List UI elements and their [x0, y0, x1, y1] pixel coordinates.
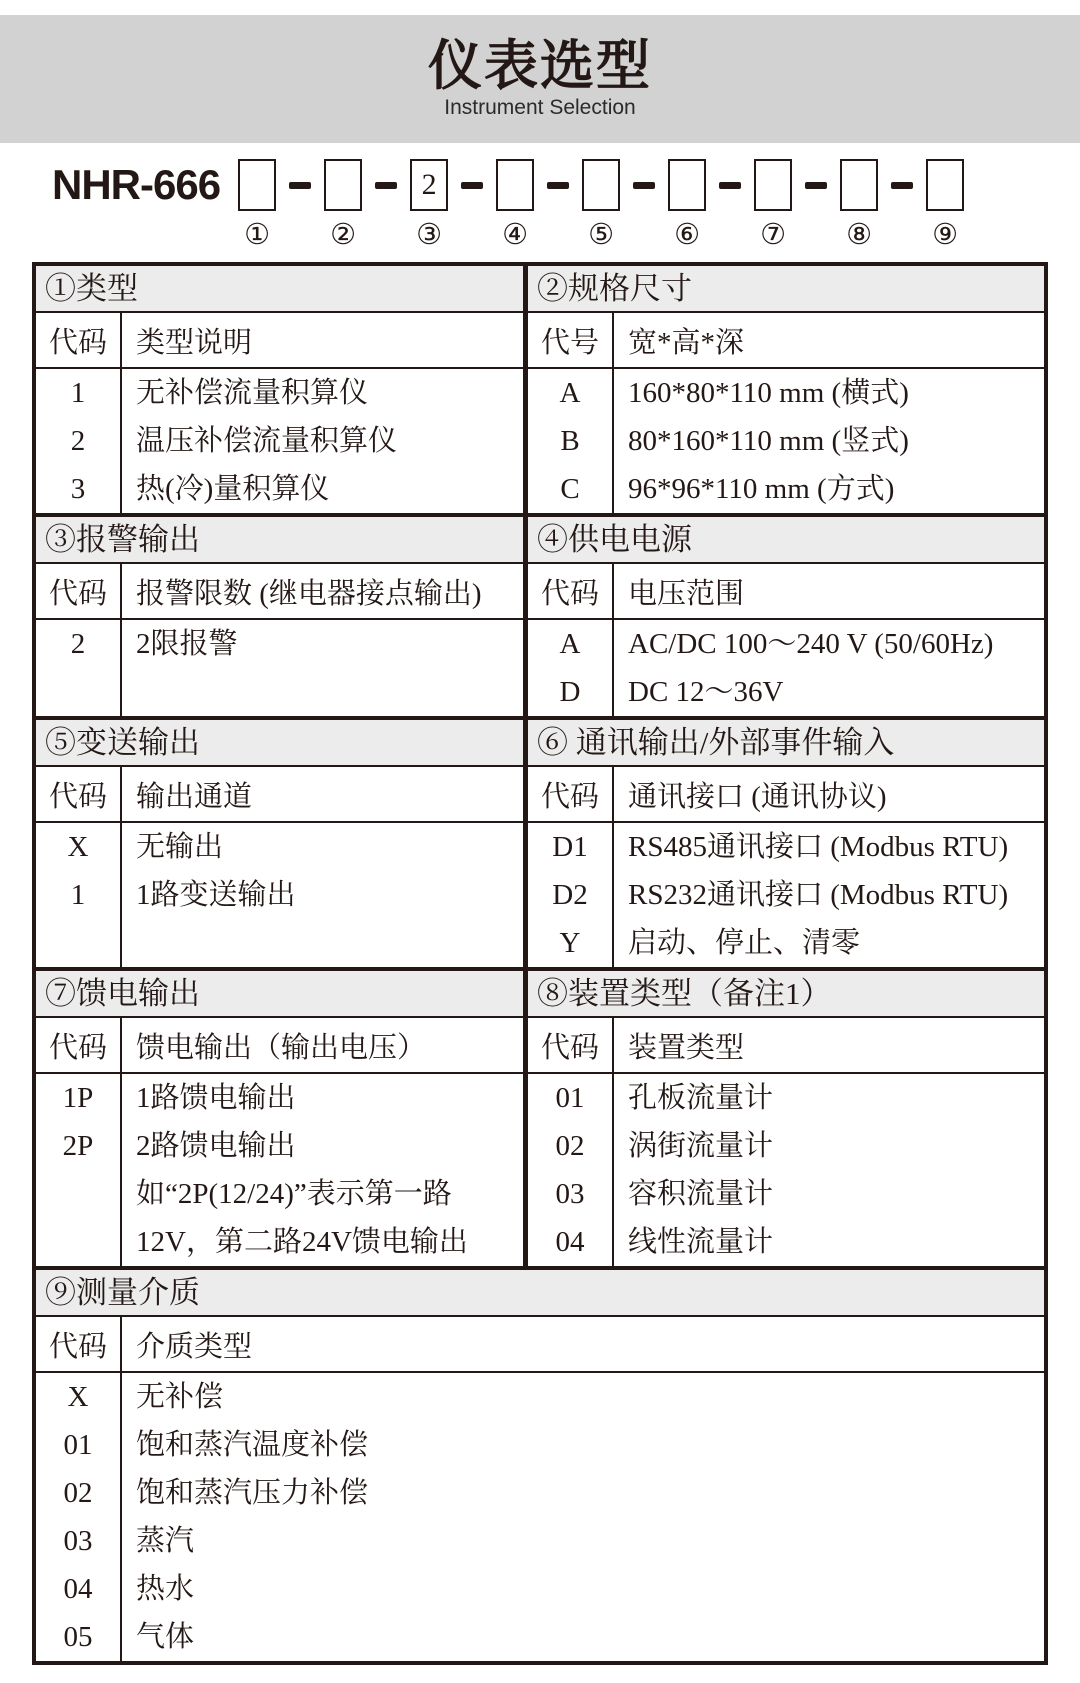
section-4-body	[528, 620, 1044, 716]
model-position-label-6: ⑥	[674, 219, 701, 251]
desc-column	[122, 1074, 523, 1266]
dash-separator	[805, 182, 827, 189]
desc-column	[122, 1373, 1044, 1661]
section-6-column-header	[528, 767, 1044, 823]
section-4-power-supply	[523, 517, 1044, 716]
section-8-body	[528, 1074, 1044, 1266]
model-code-box-2	[324, 159, 362, 211]
section-4-column-header	[528, 564, 1044, 620]
page-title: 仪表选型	[428, 35, 652, 96]
model-position-label-5: ⑤	[588, 219, 615, 251]
desc-column	[122, 620, 523, 716]
section-8-header: ⑧装置类型（备注1）	[528, 971, 1044, 1018]
desc-column-header: 介质类型	[136, 1330, 253, 1363]
code-cell	[36, 1170, 120, 1218]
section-pair-1-2	[36, 266, 1044, 513]
model-code-box-9	[926, 159, 964, 211]
code-cell: D1	[552, 831, 588, 863]
code-cell: D	[559, 676, 581, 708]
code-column	[528, 369, 614, 513]
section-1-body	[36, 369, 523, 513]
model-slot-2	[324, 159, 362, 250]
section-8-device-type	[523, 971, 1044, 1266]
section-2-column-header	[528, 313, 1044, 369]
dash-separator	[719, 182, 741, 189]
desc-cell: 容积流量计	[628, 1178, 774, 1210]
desc-column-header: 输出通道	[136, 780, 253, 813]
code-column-header: 代码	[36, 313, 122, 367]
model-code-box-5	[582, 159, 620, 211]
page-subtitle: Instrument Selection	[444, 96, 636, 120]
desc-cell: 如“2P(12/24)”表示第一路	[136, 1178, 452, 1210]
model-code-box-8	[840, 159, 878, 211]
section-pair-3-4	[36, 513, 1044, 716]
code-cell: 2	[70, 628, 86, 660]
model-code-row	[52, 159, 1080, 250]
model-position-label-9: ⑨	[932, 219, 959, 251]
code-column-header: 代码	[528, 767, 614, 821]
code-cell: 02	[555, 1130, 585, 1162]
desc-column-header: 通讯接口 (通讯协议)	[628, 780, 887, 813]
code-cell: X	[67, 831, 89, 863]
code-column	[528, 823, 614, 967]
desc-column-header: 类型说明	[136, 326, 253, 359]
model-slot-1	[238, 159, 276, 250]
code-cell: 1P	[62, 1082, 94, 1114]
desc-cell: 热水	[136, 1573, 195, 1605]
code-cell: C	[560, 473, 580, 505]
section-1-header: ①类型	[36, 266, 523, 313]
model-prefix: NHR-666	[52, 161, 221, 208]
code-column	[36, 369, 122, 513]
desc-cell: 1路变送输出	[136, 879, 296, 911]
desc-column-header: 馈电输出（输出电压）	[136, 1031, 427, 1064]
section-3-alarm-output	[36, 517, 523, 716]
desc-cell: 孔板流量计	[628, 1082, 774, 1114]
section-9-header: ⑨测量介质	[36, 1270, 1044, 1317]
code-cell: 04	[63, 1573, 93, 1605]
code-cell: 3	[70, 473, 86, 505]
code-cell: A	[559, 628, 581, 660]
model-code-box-1	[238, 159, 276, 211]
desc-column	[614, 823, 1044, 967]
desc-column-header: 装置类型	[628, 1031, 745, 1064]
desc-cell: 热(冷)量积算仪	[136, 473, 330, 505]
model-slot-9	[926, 159, 964, 250]
model-slot-8	[840, 159, 878, 250]
section-6-body	[528, 823, 1044, 967]
section-6-communication	[523, 720, 1044, 967]
code-cell: 01	[63, 1429, 93, 1461]
code-column-header: 代码	[528, 1018, 614, 1072]
section-2-body	[528, 369, 1044, 513]
code-cell: 04	[555, 1226, 585, 1258]
model-code-box-3: 2	[410, 159, 448, 211]
desc-column-header: 宽*高*深	[628, 326, 745, 359]
desc-cell: 96*96*110 mm (方式)	[628, 473, 895, 505]
desc-cell: 饱和蒸汽温度补偿	[136, 1429, 369, 1461]
desc-cell: 蒸汽	[136, 1525, 195, 1557]
section-1-type	[36, 266, 523, 513]
section-9-column-header	[36, 1317, 1044, 1373]
code-column	[36, 1373, 122, 1661]
model-slot-6	[668, 159, 706, 250]
code-cell: 1	[70, 879, 86, 911]
desc-cell: AC/DC 100～240 V (50/60Hz)	[628, 628, 994, 660]
desc-cell: 温压补偿流量积算仪	[136, 425, 398, 457]
model-slot-4	[496, 159, 534, 250]
code-cell: X	[67, 1381, 89, 1413]
desc-cell: 80*160*110 mm (竖式)	[628, 425, 909, 457]
section-4-header: ④供电电源	[528, 517, 1044, 564]
desc-cell: 12V，第二路24V馈电输出	[136, 1226, 468, 1258]
desc-cell: 涡街流量计	[628, 1130, 774, 1162]
section-3-header: ③报警输出	[36, 517, 523, 564]
section-pair-5-6	[36, 716, 1044, 967]
code-column-header: 代码	[36, 1018, 122, 1072]
code-cell: 03	[63, 1525, 93, 1557]
code-cell: Y	[559, 927, 581, 959]
section-5-header: ⑤变送输出	[36, 720, 523, 767]
section-7-header: ⑦馈电输出	[36, 971, 523, 1018]
model-position-label-8: ⑧	[846, 219, 873, 251]
section-2-header: ②规格尺寸	[528, 266, 1044, 313]
code-cell: A	[559, 377, 581, 409]
code-cell: 01	[555, 1082, 585, 1114]
model-slot-3	[410, 159, 448, 250]
section-7-feed-output	[36, 971, 523, 1266]
code-cell: 03	[555, 1178, 585, 1210]
code-cell	[36, 1218, 120, 1266]
section-5-body	[36, 823, 523, 967]
desc-column	[614, 1074, 1044, 1266]
code-column-header: 代号	[528, 313, 614, 367]
code-cell: D2	[552, 879, 588, 911]
model-position-label-2: ②	[330, 219, 357, 251]
desc-cell: DC 12～36V	[628, 676, 784, 708]
code-cell: 02	[63, 1477, 93, 1509]
desc-cell: RS232通讯接口 (Modbus RTU)	[628, 879, 1009, 911]
desc-column	[122, 369, 523, 513]
desc-cell: RS485通讯接口 (Modbus RTU)	[628, 831, 1009, 863]
dash-separator	[547, 182, 569, 189]
code-column	[36, 1074, 122, 1266]
section-3-column-header	[36, 564, 523, 620]
model-position-label-3: ③	[416, 219, 443, 251]
section-pair-7-8	[36, 967, 1044, 1266]
desc-cell: 2限报警	[136, 628, 238, 660]
dash-separator	[633, 182, 655, 189]
section-7-column-header	[36, 1018, 523, 1074]
section-1-column-header	[36, 313, 523, 369]
desc-column	[122, 823, 523, 967]
code-column-header: 代码	[36, 767, 122, 821]
model-code-box-6	[668, 159, 706, 211]
section-8-column-header	[528, 1018, 1044, 1074]
model-position-label-7: ⑦	[760, 219, 787, 251]
desc-cell: 线性流量计	[628, 1226, 774, 1258]
desc-cell: 无输出	[136, 831, 224, 863]
code-column-header: 代码	[36, 1317, 122, 1371]
dash-separator	[461, 182, 483, 189]
model-code-box-7	[754, 159, 792, 211]
desc-cell: 无补偿流量积算仪	[136, 377, 369, 409]
model-position-label-1: ①	[244, 219, 271, 251]
desc-column	[614, 620, 1044, 716]
code-column	[36, 620, 122, 716]
model-slot-5	[582, 159, 620, 250]
code-cell: 05	[63, 1621, 93, 1653]
code-column	[528, 620, 614, 716]
section-9-measured-medium	[36, 1266, 1044, 1661]
dash-separator	[891, 182, 913, 189]
page-banner	[0, 15, 1080, 143]
code-cell: 2P	[62, 1130, 94, 1162]
code-column-header: 代码	[528, 564, 614, 618]
section-2-dimensions	[523, 266, 1044, 513]
desc-column	[614, 369, 1044, 513]
section-3-body	[36, 620, 523, 716]
desc-cell: 启动、停止、清零	[628, 927, 861, 959]
section-9-body	[36, 1373, 1044, 1661]
desc-cell: 饱和蒸汽压力补偿	[136, 1477, 369, 1509]
dash-separator	[289, 182, 311, 189]
selection-table	[32, 262, 1048, 1665]
code-column	[36, 823, 122, 967]
section-5-transmit-output	[36, 720, 523, 967]
code-cell: 1	[70, 377, 86, 409]
dash-separator	[375, 182, 397, 189]
desc-column-header: 电压范围	[628, 577, 745, 610]
code-cell: B	[560, 425, 580, 457]
model-position-label-4: ④	[502, 219, 529, 251]
desc-column-header: 报警限数 (继电器接点输出)	[136, 577, 482, 610]
code-cell: 2	[70, 425, 86, 457]
code-column	[528, 1074, 614, 1266]
model-slot-7	[754, 159, 792, 250]
desc-cell: 气体	[136, 1621, 195, 1653]
code-column-header: 代码	[36, 564, 122, 618]
section-7-body	[36, 1074, 523, 1266]
section-6-header: ⑥ 通讯输出/外部事件输入	[528, 720, 1044, 767]
section-5-column-header	[36, 767, 523, 823]
model-code-box-4	[496, 159, 534, 211]
desc-cell: 160*80*110 mm (横式)	[628, 377, 909, 409]
desc-cell: 1路馈电输出	[136, 1082, 296, 1114]
desc-cell: 无补偿	[136, 1381, 224, 1413]
desc-cell: 2路馈电输出	[136, 1130, 296, 1162]
